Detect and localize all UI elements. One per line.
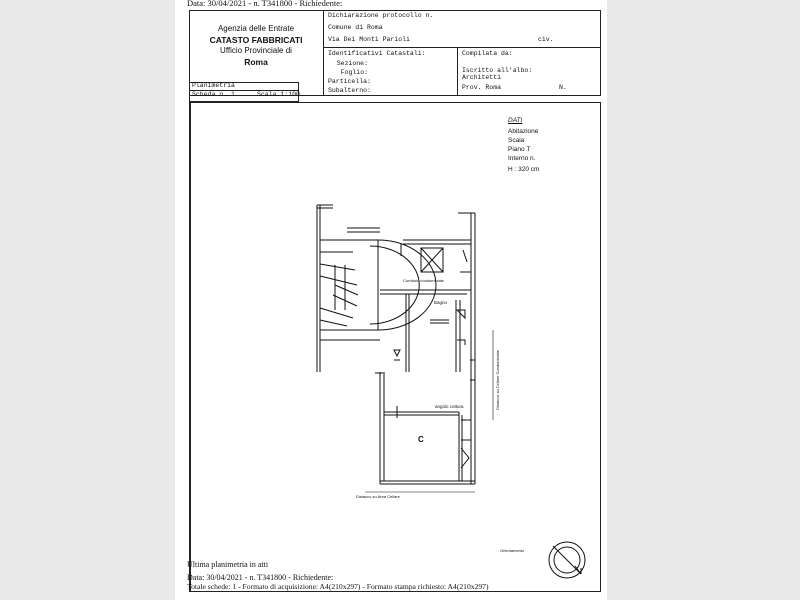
identificativi-title: Identificativi Catastali: <box>328 50 426 57</box>
footer-data: Data: 30/04/2021 - n. T341800 - Richiedente: <box>187 573 334 582</box>
cadastral-sheet <box>175 0 607 600</box>
dati-interno: Interno n. <box>508 155 536 162</box>
dati-piano: Piano T <box>508 146 531 153</box>
scala-label: Scala 1:100 <box>257 91 300 98</box>
dati-scala: Scala <box>508 137 525 144</box>
prov-label: Prov. Roma <box>462 84 502 91</box>
label-angolo-cottura: angolo cottura <box>435 404 464 409</box>
agency-line3: Ufficio Provinciale di <box>220 46 292 55</box>
scheda-label: Scheda n. 1 <box>192 91 235 98</box>
dati-abitazione: Abitazione <box>508 128 539 135</box>
top-stamp: Data: 30/04/2021 - n. T341800 - Richiedente: <box>187 0 343 8</box>
particella-label: Particella: <box>328 78 371 85</box>
dati-altezza: H : 320 cm <box>508 166 540 173</box>
subalterno-label: Subalterno: <box>328 87 371 94</box>
civ-label: civ. <box>538 36 554 43</box>
dichiarazione-label: Dichiarazione protocollo n. <box>328 12 434 19</box>
north-arrow-icon <box>549 542 585 578</box>
footer-totale: Totale schede: 1 - Formato di acquisizione: A4(210x297) - Formato stampa richiesto: A4(210x297) <box>187 582 489 591</box>
label-distacco-bottom: Distacco su Area Cellare <box>356 494 400 499</box>
foglio-label: Foglio: <box>340 69 368 76</box>
label-room-c: C <box>418 435 424 444</box>
ultima-planimetria: Ultima planimetria in atti <box>187 560 269 569</box>
label-corridoio: Corridoio condominiale <box>403 278 444 283</box>
label-bagno: Bagno <box>434 300 448 305</box>
stair-curve <box>378 240 436 330</box>
floor-plan <box>175 0 607 600</box>
compilata-title: Compilata da: <box>462 50 513 57</box>
sezione-label: Sezione: <box>336 60 368 67</box>
agency-line1: Agenzia delle Entrate <box>217 24 295 33</box>
dati-title: DATI <box>508 117 523 124</box>
planimetria-title: Planimetria <box>192 82 235 89</box>
comune-label: Comune di Roma <box>328 24 383 31</box>
iscritto-label: Iscritto all'albo: <box>462 67 533 74</box>
architetti-label: Architetti <box>462 74 502 81</box>
label-orientamento: Orientamento <box>500 548 525 553</box>
agency-line2: CATASTO FABBRICATI <box>209 35 303 45</box>
num-label: N. <box>559 84 567 91</box>
via-label: Via Dei Monti Parioli <box>328 36 410 43</box>
label-distacco-right: Distacco su Cellare Condominiale <box>495 349 500 410</box>
agency-line4: Roma <box>244 57 268 67</box>
